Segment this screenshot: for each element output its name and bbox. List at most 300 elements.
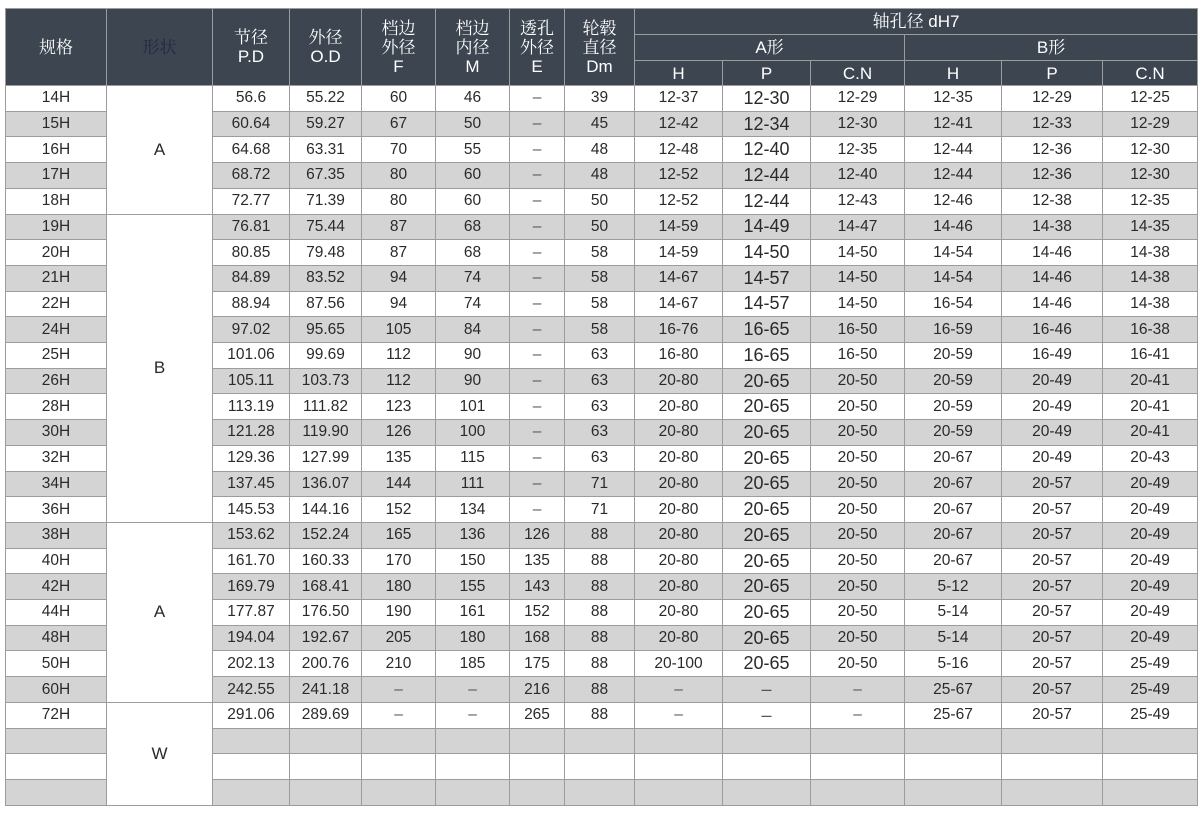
cell-e: 152 — [510, 600, 565, 626]
cell-f: 205 — [362, 625, 436, 651]
cell-a-p: 20-65 — [723, 471, 811, 497]
cell-pd: 161.70 — [213, 548, 290, 574]
cell-b-p — [1002, 728, 1103, 754]
cell-e: – — [510, 317, 565, 343]
cell-e: – — [510, 471, 565, 497]
cell-b-h: 14-46 — [905, 214, 1002, 240]
cell-f: – — [362, 677, 436, 703]
cell-dm: 50 — [565, 214, 635, 240]
cell-b-h — [905, 754, 1002, 780]
cell-shape: A — [107, 522, 213, 702]
cell-a-cn — [811, 754, 905, 780]
cell-e: – — [510, 86, 565, 112]
cell-spec: 34H — [6, 471, 107, 497]
cell-a-cn: 20-50 — [811, 600, 905, 626]
cell-a-h: 20-80 — [635, 600, 723, 626]
cell-f: 105 — [362, 317, 436, 343]
cell-a-p: – — [723, 677, 811, 703]
cell-dm — [565, 728, 635, 754]
cell-pd: 88.94 — [213, 291, 290, 317]
cell-e: 168 — [510, 625, 565, 651]
cell-e: – — [510, 188, 565, 214]
cell-pd: 145.53 — [213, 497, 290, 523]
table-body — [6, 86, 1198, 806]
cell-a-h — [635, 779, 723, 805]
cell-a-h: 14-59 — [635, 240, 723, 266]
cell-od: 79.48 — [290, 240, 362, 266]
cell-m: 90 — [436, 368, 510, 394]
cell-od — [290, 754, 362, 780]
cell-b-p: 14-46 — [1002, 265, 1103, 291]
cell-b-h: 5-14 — [905, 625, 1002, 651]
cell-a-cn: 20-50 — [811, 394, 905, 420]
cell-m: – — [436, 677, 510, 703]
cell-b-h: 12-35 — [905, 86, 1002, 112]
cell-f: 87 — [362, 214, 436, 240]
cell-pd: 194.04 — [213, 625, 290, 651]
cell-a-h: 14-67 — [635, 291, 723, 317]
cell-b-p: 20-57 — [1002, 497, 1103, 523]
cell-od: 241.18 — [290, 677, 362, 703]
cell-dm: 63 — [565, 394, 635, 420]
cell-pd: 242.55 — [213, 677, 290, 703]
cell-dm: 88 — [565, 651, 635, 677]
cell-a-p: 20-65 — [723, 574, 811, 600]
cell-b-cn: 20-49 — [1103, 548, 1198, 574]
cell-dm: 71 — [565, 471, 635, 497]
cell-a-h: 20-80 — [635, 574, 723, 600]
cell-a-cn: 14-50 — [811, 265, 905, 291]
cell-e: – — [510, 420, 565, 446]
cell-m: 100 — [436, 420, 510, 446]
cell-spec: 44H — [6, 600, 107, 626]
cell-spec: 48H — [6, 625, 107, 651]
cell-a-p: 20-65 — [723, 625, 811, 651]
cell-a-cn: 14-50 — [811, 291, 905, 317]
cell-f: 80 — [362, 163, 436, 189]
cell-a-h: 12-52 — [635, 188, 723, 214]
cell-a-p: 12-40 — [723, 137, 811, 163]
cell-a-h: 14-67 — [635, 265, 723, 291]
cell-od: 111.82 — [290, 394, 362, 420]
cell-e: – — [510, 163, 565, 189]
cell-m: 150 — [436, 548, 510, 574]
cell-m: 60 — [436, 163, 510, 189]
cell-b-cn: 20-49 — [1103, 625, 1198, 651]
cell-m: 50 — [436, 111, 510, 137]
cell-pd: 105.11 — [213, 368, 290, 394]
cell-dm: 50 — [565, 188, 635, 214]
cell-spec: 15H — [6, 111, 107, 137]
cell-a-h: 16-80 — [635, 343, 723, 369]
cell-pd: 56.6 — [213, 86, 290, 112]
cell-a-p: 20-65 — [723, 420, 811, 446]
cell-b-cn: 14-38 — [1103, 240, 1198, 266]
cell-b-cn: 14-35 — [1103, 214, 1198, 240]
header-bore: 轴孔径 dH7 — [635, 9, 1198, 35]
cell-f: 170 — [362, 548, 436, 574]
cell-f: 112 — [362, 343, 436, 369]
cell-f: 190 — [362, 600, 436, 626]
cell-b-p: 20-49 — [1002, 394, 1103, 420]
cell-b-h: 5-12 — [905, 574, 1002, 600]
cell-dm: 58 — [565, 317, 635, 343]
cell-e: – — [510, 368, 565, 394]
cell-a-p: 20-65 — [723, 445, 811, 471]
cell-b-cn — [1103, 779, 1198, 805]
cell-pd: 291.06 — [213, 702, 290, 728]
cell-a-p: 20-65 — [723, 548, 811, 574]
cell-pd: 129.36 — [213, 445, 290, 471]
cell-od: 119.90 — [290, 420, 362, 446]
cell-b-h — [905, 728, 1002, 754]
cell-b-p: 12-38 — [1002, 188, 1103, 214]
cell-e: 143 — [510, 574, 565, 600]
cell-shape: W — [107, 702, 213, 805]
cell-e: 126 — [510, 522, 565, 548]
cell-pd: 101.06 — [213, 343, 290, 369]
cell-a-h: 12-42 — [635, 111, 723, 137]
cell-a-cn: 20-50 — [811, 522, 905, 548]
cell-e: – — [510, 343, 565, 369]
table-row — [6, 214, 1198, 240]
cell-b-cn — [1103, 728, 1198, 754]
cell-b-h: 20-67 — [905, 522, 1002, 548]
cell-a-h — [635, 728, 723, 754]
cell-a-h: – — [635, 702, 723, 728]
cell-b-h: 5-14 — [905, 600, 1002, 626]
cell-pd: 72.77 — [213, 188, 290, 214]
cell-f: 210 — [362, 651, 436, 677]
cell-e: – — [510, 497, 565, 523]
cell-b-cn: 20-49 — [1103, 522, 1198, 548]
cell-a-cn: 12-29 — [811, 86, 905, 112]
cell-f: 67 — [362, 111, 436, 137]
cell-spec: 60H — [6, 677, 107, 703]
cell-pd: 60.64 — [213, 111, 290, 137]
cell-a-cn: 20-50 — [811, 471, 905, 497]
cell-b-cn — [1103, 754, 1198, 780]
cell-e — [510, 728, 565, 754]
cell-dm: 45 — [565, 111, 635, 137]
cell-f: 80 — [362, 188, 436, 214]
cell-a-h: – — [635, 677, 723, 703]
cell-b-h: 20-59 — [905, 368, 1002, 394]
cell-m: 90 — [436, 343, 510, 369]
cell-e: – — [510, 394, 565, 420]
cell-a-h: 20-80 — [635, 394, 723, 420]
cell-b-h: 5-16 — [905, 651, 1002, 677]
cell-od: 127.99 — [290, 445, 362, 471]
cell-b-cn: 20-41 — [1103, 420, 1198, 446]
cell-b-p: 12-29 — [1002, 86, 1103, 112]
cell-pd — [213, 728, 290, 754]
cell-b-p: 20-57 — [1002, 522, 1103, 548]
cell-a-h: 12-48 — [635, 137, 723, 163]
cell-a-p — [723, 754, 811, 780]
cell-b-h: 20-59 — [905, 420, 1002, 446]
cell-f: 123 — [362, 394, 436, 420]
cell-f: – — [362, 702, 436, 728]
cell-e — [510, 779, 565, 805]
cell-pd: 153.62 — [213, 522, 290, 548]
cell-dm — [565, 754, 635, 780]
cell-a-cn: 12-43 — [811, 188, 905, 214]
cell-a-h — [635, 754, 723, 780]
cell-b-cn: 20-43 — [1103, 445, 1198, 471]
cell-f: 126 — [362, 420, 436, 446]
cell-dm: 88 — [565, 702, 635, 728]
cell-f: 94 — [362, 265, 436, 291]
cell-spec: 14H — [6, 86, 107, 112]
cell-pd: 177.87 — [213, 600, 290, 626]
cell-a-p — [723, 728, 811, 754]
header-m: 档边 内径 M — [436, 9, 510, 86]
cell-pd: 121.28 — [213, 420, 290, 446]
cell-a-h: 20-80 — [635, 497, 723, 523]
cell-a-cn: 16-50 — [811, 343, 905, 369]
header-b-p: P — [1002, 61, 1103, 86]
header-dm: 轮毂 直径 Dm — [565, 9, 635, 86]
cell-spec: 18H — [6, 188, 107, 214]
cell-a-cn: 12-35 — [811, 137, 905, 163]
cell-a-p: 20-65 — [723, 497, 811, 523]
cell-spec: 72H — [6, 702, 107, 728]
cell-dm: 88 — [565, 677, 635, 703]
cell-dm: 58 — [565, 291, 635, 317]
cell-a-cn: 12-40 — [811, 163, 905, 189]
cell-dm: 48 — [565, 163, 635, 189]
cell-m: 185 — [436, 651, 510, 677]
cell-e: – — [510, 445, 565, 471]
cell-a-cn: 20-50 — [811, 445, 905, 471]
cell-dm: 63 — [565, 368, 635, 394]
cell-m: 55 — [436, 137, 510, 163]
cell-b-p: 20-57 — [1002, 600, 1103, 626]
cell-b-cn: 12-25 — [1103, 86, 1198, 112]
cell-od: 75.44 — [290, 214, 362, 240]
cell-a-p: 20-65 — [723, 368, 811, 394]
cell-f — [362, 779, 436, 805]
cell-b-h: 12-44 — [905, 137, 1002, 163]
cell-spec: 21H — [6, 265, 107, 291]
cell-spec: 17H — [6, 163, 107, 189]
cell-b-h: 20-67 — [905, 445, 1002, 471]
cell-od: 55.22 — [290, 86, 362, 112]
table-row — [6, 702, 1198, 728]
cell-a-p: 12-44 — [723, 188, 811, 214]
cell-f: 87 — [362, 240, 436, 266]
cell-b-h: 25-67 — [905, 702, 1002, 728]
cell-e: – — [510, 214, 565, 240]
cell-f: 180 — [362, 574, 436, 600]
cell-b-h: 20-67 — [905, 471, 1002, 497]
cell-b-p: 20-57 — [1002, 702, 1103, 728]
cell-spec: 42H — [6, 574, 107, 600]
cell-od: 71.39 — [290, 188, 362, 214]
cell-pd: 80.85 — [213, 240, 290, 266]
cell-b-h: 14-54 — [905, 240, 1002, 266]
cell-spec: 22H — [6, 291, 107, 317]
cell-b-p — [1002, 754, 1103, 780]
table-row — [6, 522, 1198, 548]
cell-a-cn — [811, 779, 905, 805]
header-a-p: P — [723, 61, 811, 86]
cell-b-p: 14-38 — [1002, 214, 1103, 240]
cell-od: 59.27 — [290, 111, 362, 137]
cell-b-p: 20-49 — [1002, 445, 1103, 471]
cell-spec: 32H — [6, 445, 107, 471]
cell-spec: 25H — [6, 343, 107, 369]
cell-m: 101 — [436, 394, 510, 420]
header-pd: 节径 P.D — [213, 9, 290, 86]
cell-a-cn: 20-50 — [811, 368, 905, 394]
cell-spec — [6, 754, 107, 780]
cell-dm: 39 — [565, 86, 635, 112]
cell-a-p: 16-65 — [723, 343, 811, 369]
cell-pd — [213, 754, 290, 780]
cell-m: 111 — [436, 471, 510, 497]
cell-b-p: 20-57 — [1002, 677, 1103, 703]
cell-pd: 113.19 — [213, 394, 290, 420]
header-a-cn: C.N — [811, 61, 905, 86]
cell-a-cn: 14-50 — [811, 240, 905, 266]
cell-m — [436, 779, 510, 805]
cell-od: 83.52 — [290, 265, 362, 291]
cell-b-p: 12-33 — [1002, 111, 1103, 137]
cell-a-h: 20-80 — [635, 445, 723, 471]
cell-a-h: 20-80 — [635, 522, 723, 548]
cell-m: 60 — [436, 188, 510, 214]
cell-a-p: 20-65 — [723, 600, 811, 626]
cell-b-p: 14-46 — [1002, 291, 1103, 317]
cell-a-cn: 16-50 — [811, 317, 905, 343]
cell-dm: 48 — [565, 137, 635, 163]
cell-m: – — [436, 702, 510, 728]
cell-e: 216 — [510, 677, 565, 703]
cell-a-h: 16-76 — [635, 317, 723, 343]
cell-pd: 169.79 — [213, 574, 290, 600]
cell-dm: 58 — [565, 240, 635, 266]
cell-b-cn: 14-38 — [1103, 265, 1198, 291]
cell-a-p: 14-49 — [723, 214, 811, 240]
cell-spec: 26H — [6, 368, 107, 394]
cell-m: 68 — [436, 214, 510, 240]
cell-a-p: 14-50 — [723, 240, 811, 266]
cell-b-h: 12-41 — [905, 111, 1002, 137]
cell-pd — [213, 779, 290, 805]
cell-b-h: 20-67 — [905, 497, 1002, 523]
cell-od: 67.35 — [290, 163, 362, 189]
cell-dm: 63 — [565, 343, 635, 369]
cell-pd: 97.02 — [213, 317, 290, 343]
cell-m: 74 — [436, 291, 510, 317]
cell-a-h: 12-52 — [635, 163, 723, 189]
cell-a-h: 12-37 — [635, 86, 723, 112]
cell-dm: 88 — [565, 522, 635, 548]
header-a-type: A形 — [635, 35, 905, 61]
cell-b-cn: 25-49 — [1103, 677, 1198, 703]
cell-b-cn: 16-41 — [1103, 343, 1198, 369]
cell-od: 103.73 — [290, 368, 362, 394]
cell-e: 265 — [510, 702, 565, 728]
cell-a-p: 20-65 — [723, 394, 811, 420]
cell-spec — [6, 779, 107, 805]
cell-b-cn: 12-35 — [1103, 188, 1198, 214]
cell-b-p: 20-57 — [1002, 548, 1103, 574]
cell-f — [362, 728, 436, 754]
cell-e: – — [510, 240, 565, 266]
cell-m: 115 — [436, 445, 510, 471]
cell-spec: 24H — [6, 317, 107, 343]
cell-b-p: 12-36 — [1002, 137, 1103, 163]
cell-spec: 30H — [6, 420, 107, 446]
cell-pd: 137.45 — [213, 471, 290, 497]
cell-dm: 88 — [565, 574, 635, 600]
cell-dm: 88 — [565, 548, 635, 574]
cell-m: 161 — [436, 600, 510, 626]
cell-f: 94 — [362, 291, 436, 317]
cell-b-cn: 20-49 — [1103, 574, 1198, 600]
cell-b-h: 12-44 — [905, 163, 1002, 189]
cell-od: 136.07 — [290, 471, 362, 497]
cell-shape: A — [107, 86, 213, 215]
cell-dm: 71 — [565, 497, 635, 523]
cell-a-p: 12-34 — [723, 111, 811, 137]
cell-e: – — [510, 265, 565, 291]
header-f: 档边 外径 F — [362, 9, 436, 86]
cell-a-h: 20-80 — [635, 420, 723, 446]
header-a-h: H — [635, 61, 723, 86]
cell-b-h — [905, 779, 1002, 805]
cell-dm: 63 — [565, 420, 635, 446]
cell-b-cn: 20-49 — [1103, 471, 1198, 497]
cell-m: 136 — [436, 522, 510, 548]
cell-spec: 19H — [6, 214, 107, 240]
cell-a-p: 20-65 — [723, 522, 811, 548]
cell-b-p: 12-36 — [1002, 163, 1103, 189]
cell-e: 175 — [510, 651, 565, 677]
cell-a-cn: – — [811, 677, 905, 703]
cell-m — [436, 728, 510, 754]
cell-od: 152.24 — [290, 522, 362, 548]
cell-dm: 58 — [565, 265, 635, 291]
cell-od: 200.76 — [290, 651, 362, 677]
cell-a-cn: 12-30 — [811, 111, 905, 137]
cell-b-cn: 25-49 — [1103, 702, 1198, 728]
cell-b-p: 20-57 — [1002, 625, 1103, 651]
cell-a-h: 20-100 — [635, 651, 723, 677]
cell-b-p: 20-49 — [1002, 420, 1103, 446]
cell-b-p: 20-49 — [1002, 368, 1103, 394]
header-b-h: H — [905, 61, 1002, 86]
cell-f: 70 — [362, 137, 436, 163]
cell-f: 135 — [362, 445, 436, 471]
cell-b-h: 14-54 — [905, 265, 1002, 291]
cell-b-cn: 12-30 — [1103, 137, 1198, 163]
cell-b-h: 20-59 — [905, 394, 1002, 420]
cell-a-cn — [811, 728, 905, 754]
cell-b-h: 16-54 — [905, 291, 1002, 317]
cell-b-cn: 25-49 — [1103, 651, 1198, 677]
cell-f: 112 — [362, 368, 436, 394]
cell-od: 87.56 — [290, 291, 362, 317]
cell-od — [290, 779, 362, 805]
header-b-type: B形 — [905, 35, 1198, 61]
cell-b-p: 16-46 — [1002, 317, 1103, 343]
cell-m: 84 — [436, 317, 510, 343]
cell-a-p: 16-65 — [723, 317, 811, 343]
